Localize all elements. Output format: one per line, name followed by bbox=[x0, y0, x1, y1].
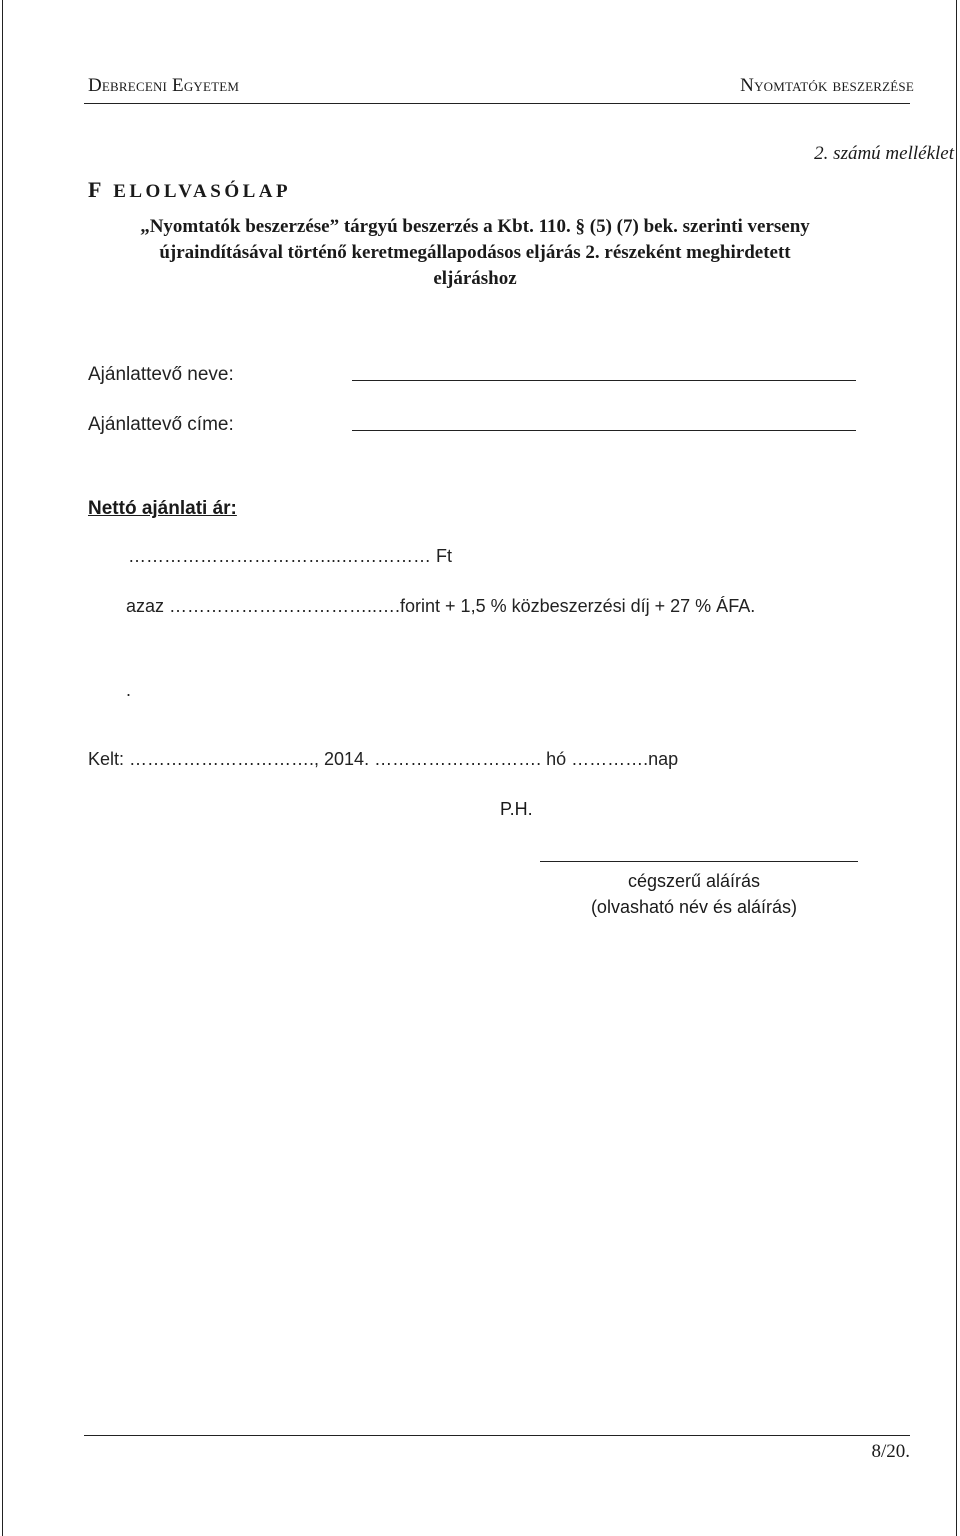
net-price-words-line[interactable]: azaz ……………………………..….forint + 1,5 % közbeszerzési díj + 27 % ÁFA. bbox=[126, 596, 756, 616]
page-number: 8/20. bbox=[871, 1441, 910, 1462]
title-rest: ELOLVASÓLAP bbox=[113, 181, 292, 202]
bidder-name-field[interactable] bbox=[352, 380, 856, 381]
page-frame-left bbox=[2, 0, 3, 1536]
bidder-name-label: Ajánlattevő neve: bbox=[88, 364, 234, 385]
signature-line[interactable] bbox=[540, 861, 858, 862]
page-frame-right bbox=[956, 0, 957, 1536]
footer-rule bbox=[84, 1435, 910, 1436]
net-price-amount-line[interactable]: ……………………………...…………… Ft bbox=[128, 546, 452, 566]
annex-label: 2. számú melléklet bbox=[814, 143, 954, 164]
net-price-title: Nettó ajánlati ár: bbox=[88, 498, 237, 519]
document-subtitle bbox=[60, 214, 890, 292]
title-first-letter: F bbox=[88, 177, 105, 202]
signature-caption-line-2: (olvasható név és aláírás) bbox=[590, 897, 798, 917]
date-line[interactable]: Kelt: …………………………., 2014. ………………………. hó ………….nap bbox=[88, 749, 679, 769]
bidder-address-label: Ajánlattevő címe: bbox=[88, 414, 234, 435]
signature-caption bbox=[560, 868, 828, 920]
stamp-placeholder: P.H. bbox=[500, 799, 533, 819]
subtitle-line-2: újraindításával történő keretmegállapodásos eljárás 2. részeként meghirdetett bbox=[159, 242, 791, 263]
subtitle-line-1: „Nyomtatók beszerzése” tárgyú beszerzés a Kbt. 110. § (5) (7) bek. szerinti verseny bbox=[140, 216, 810, 237]
signature-caption-line-1: cégszerű aláírás bbox=[627, 871, 761, 891]
header-institution: Debreceni Egyetem bbox=[88, 75, 240, 96]
stray-dot: . bbox=[126, 680, 132, 700]
header-rule bbox=[84, 103, 910, 104]
header-subject: Nyomtatók beszerzése bbox=[740, 75, 914, 96]
bidder-address-field[interactable] bbox=[352, 430, 856, 431]
document-title bbox=[88, 177, 291, 203]
subtitle-line-3: eljáráshoz bbox=[433, 268, 517, 289]
